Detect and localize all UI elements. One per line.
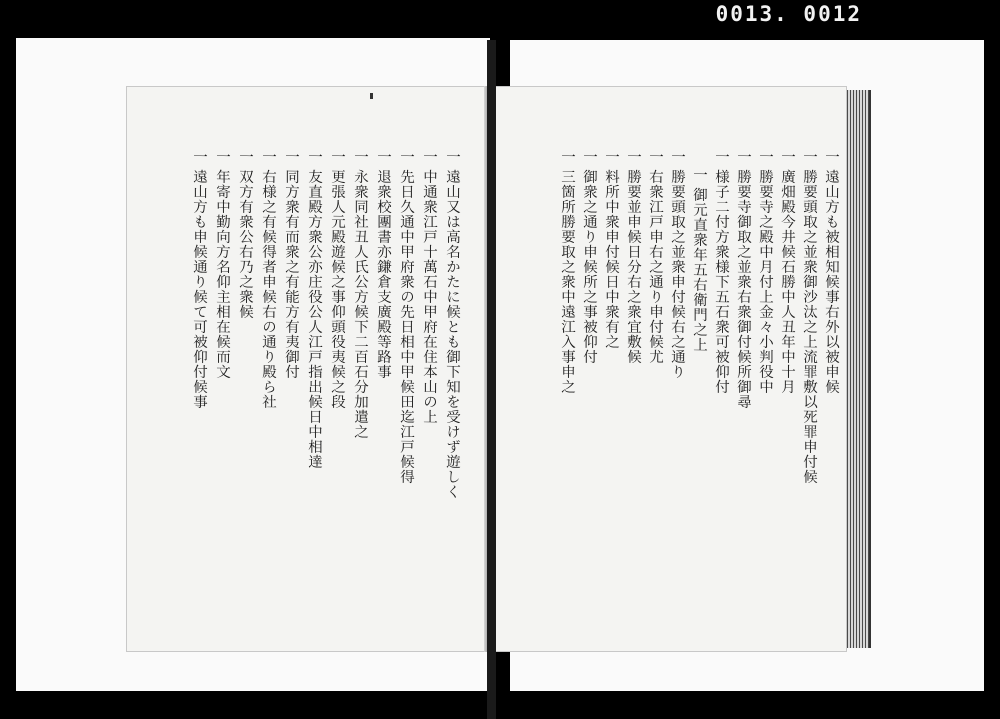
page-edges xyxy=(847,90,871,648)
text-column: 一 遠山方も申候通り候て可被仰付候事 xyxy=(191,148,207,410)
text-column: 一 様子二付方衆様下五石衆可被仰付 xyxy=(713,148,729,395)
right-page xyxy=(491,86,847,652)
text-column: 一 双方有衆公右乃之衆候 xyxy=(237,148,253,320)
text-column: 一 勝要寺之殿中月付上金々小判役中 xyxy=(757,148,773,395)
text-column: 一 遠山又は高名かたに候とも御下知を受けず遊しく xyxy=(444,148,460,500)
text-column: 一 勝要頭取之並衆御沙汰之上流罪敷以死罪申付候 xyxy=(801,148,817,485)
frame-number-label: 0013. 0012 xyxy=(715,2,862,26)
text-column: 一 同方衆有而衆之有能方有夷御付 xyxy=(283,148,299,380)
text-column: 一 中通衆江戸十萬石中甲府在住本山の上 xyxy=(421,148,437,425)
text-column: 一 勝要頭取之並衆申付候右之通り xyxy=(669,148,685,380)
text-column: 一 更張人元殿遊候之事仰頭役夷候之段 xyxy=(329,148,345,410)
text-column: 一 年寄中勤向方名仰主相在候而文 xyxy=(214,148,230,380)
book-spine xyxy=(487,40,496,719)
text-column: 一 三箇所勝要取之衆中遠江入事申之 xyxy=(559,148,575,395)
text-column: 一 御衆之通り申候所之事被仰付 xyxy=(581,148,597,365)
text-column: 一 勝要寺御取之並衆右衆御付候所御尋 xyxy=(735,148,751,410)
text-column: 一 廣畑殿今井候石勝中人丑年中十月 xyxy=(779,148,795,395)
text-column: 一 御元直衆年五右衛門之上 xyxy=(691,166,707,353)
text-column: 一 退衆校團書亦鎌倉支廣殿等路事 xyxy=(375,148,391,380)
text-column: 一 遠山方も被相知候事右外以被申候 xyxy=(823,148,839,395)
open-book xyxy=(126,86,869,652)
text-column: 一 勝要並申候日分右之衆宜敷候 xyxy=(625,148,641,365)
left-page xyxy=(126,86,488,652)
page-mark xyxy=(370,93,373,99)
text-column: 一 友直殿方衆公亦庄役公人江戸指出候日中相達 xyxy=(306,148,322,470)
text-column: 一 先日久通中甲府衆の先日相中甲候田迄江戸候得 xyxy=(398,148,414,485)
text-column: 一 永衆同社丑人氏公方候下二百石分加遣之 xyxy=(352,148,368,440)
text-column: 一 右様之有候得者申候右の通り殿ら社 xyxy=(260,148,276,410)
text-column: 一 料所中衆申付候日中衆有之 xyxy=(603,148,619,350)
text-column: 一 右衆江戸申右之通り申付候尤 xyxy=(647,148,663,365)
